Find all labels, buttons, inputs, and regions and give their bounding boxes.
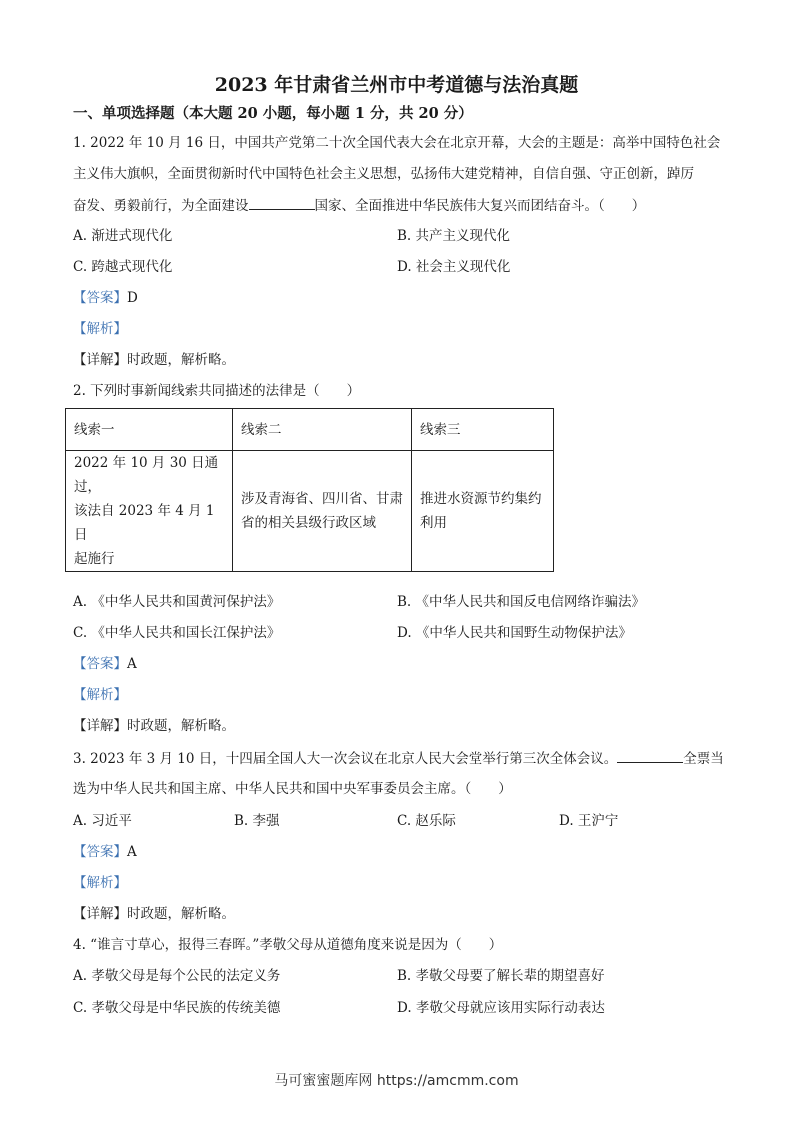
q1-analysis-tag: 【解析】 <box>73 321 127 337</box>
q3-analysis-tag: 【解析】 <box>73 875 127 891</box>
answer-value: D <box>127 290 138 306</box>
q3-fill-blank <box>617 748 683 763</box>
q2-analysis-tag: 【解析】 <box>73 687 127 703</box>
q4-stem: 4. “谁言寸草心，报得三春晖。”孝敬父母从道德角度来说是因为（ ） <box>73 937 503 953</box>
q3-option-a: A. 习近平 <box>73 813 132 829</box>
q2-answer <box>73 654 137 674</box>
q1-fill-blank <box>249 195 315 210</box>
q3-stem-line2: 选为中华人民共和国主席、中华人民共和国中央军事委员会主席。（ ） <box>73 781 512 797</box>
table-header-cell: 线索三 <box>412 409 554 451</box>
q4-option-b: B. 孝敬父母要了解长辈的期望喜好 <box>397 968 605 984</box>
cell-line: 推进水资源节约集约 <box>420 491 542 507</box>
q3-stem-part-b: 全票当 <box>683 751 724 767</box>
q1-option-b: B. 共产主义现代化 <box>397 228 511 244</box>
detail-tag: 【详解】 <box>73 718 127 734</box>
table-cell-clue1 <box>66 451 233 572</box>
q4-option-a: A. 孝敬父母是每个公民的法定义务 <box>73 968 281 984</box>
q3-option-b: B. 李强 <box>234 813 280 829</box>
detail-tag: 【详解】 <box>73 906 127 922</box>
page-footer: 马可蜜蜜题库网 https://amcmm.com <box>274 1073 519 1089</box>
q1-detail <box>73 350 235 370</box>
clues-table <box>65 408 554 572</box>
q4-option-d: D. 孝敬父母就应该用实际行动表达 <box>397 1000 605 1016</box>
q1-stem-line1: 1. 2022 年 10 月 16 日，中国共产党第二十次全国代表大会在北京开幕，大会的主题是：高举中国特色社会 <box>73 135 721 151</box>
q3-answer <box>73 842 137 862</box>
page-title: 2023 年甘肃省兰州市中考道德与法治真题 <box>214 74 579 96</box>
table-cell-clue2 <box>233 451 412 572</box>
q3-option-d: D. 王沪宁 <box>559 813 619 829</box>
q3-option-c: C. 赵乐际 <box>397 813 456 829</box>
q3-stem-part-a: 3. 2023 年 3 月 10 日，十四届全国人大一次会议在北京人民大会堂举行第三次全体会议。 <box>73 751 618 767</box>
q4-option-c: C. 孝敬父母是中华民族的传统美德 <box>73 1000 281 1016</box>
q1-stem-line3 <box>73 195 645 216</box>
answer-value: A <box>127 656 137 672</box>
q3-detail <box>73 904 235 924</box>
answer-tag: 【答案】 <box>73 656 127 672</box>
q2-option-d: D. 《中华人民共和国野生动物保护法》 <box>397 625 632 641</box>
answer-tag: 【答案】 <box>73 290 127 306</box>
table-header-cell: 线索二 <box>233 409 412 451</box>
answer-value: A <box>127 844 137 860</box>
q1-option-a: A. 渐进式现代化 <box>73 228 173 244</box>
answer-tag: 【答案】 <box>73 844 127 860</box>
table-header-row <box>66 409 554 451</box>
cell-line: 省的相关县级行政区域 <box>241 515 376 531</box>
q1-option-c: C. 跨越式现代化 <box>73 259 173 275</box>
cell-line: 2022 年 10 月 30 日通过， <box>74 455 219 495</box>
cell-line: 涉及青海省、四川省、甘肃 <box>241 491 403 507</box>
q3-stem-line1 <box>73 748 724 769</box>
q2-stem: 2. 下列时事新闻线索共同描述的法律是（ ） <box>73 383 361 399</box>
cell-line: 利用 <box>420 515 447 531</box>
cell-line: 该法自 2023 年 4 月 1 日 <box>74 503 215 543</box>
q2-option-a: A. 《中华人民共和国黄河保护法》 <box>73 594 281 610</box>
q2-option-b: B. 《中华人民共和国反电信网络诈骗法》 <box>397 594 646 610</box>
section-heading: 一、单项选择题（本大题 20 小题，每小题 1 分，共 20 分） <box>73 105 473 122</box>
table-row <box>66 451 554 572</box>
q1-stem-line2: 主义伟大旗帜，全面贯彻新时代中国特色社会主义思想，弘扬伟大建党精神，自信自强、守正创新，踔厉 <box>73 166 694 182</box>
detail-text: 时政题，解析略。 <box>127 352 235 368</box>
detail-text: 时政题，解析略。 <box>127 906 235 922</box>
cell-line: 起施行 <box>74 551 115 567</box>
table-header-cell: 线索一 <box>66 409 233 451</box>
q2-option-c: C. 《中华人民共和国长江保护法》 <box>73 625 281 641</box>
table-cell-clue3 <box>412 451 554 572</box>
detail-text: 时政题，解析略。 <box>127 718 235 734</box>
q1-option-d: D. 社会主义现代化 <box>397 259 511 275</box>
detail-tag: 【详解】 <box>73 352 127 368</box>
q1-answer <box>73 288 138 308</box>
q1-stem-part-b: 国家、全面推进中华民族伟大复兴而团结奋斗。（ ） <box>314 198 646 214</box>
q1-stem-part-a: 奋发、勇毅前行，为全面建设 <box>73 198 249 214</box>
q2-detail <box>73 716 235 736</box>
